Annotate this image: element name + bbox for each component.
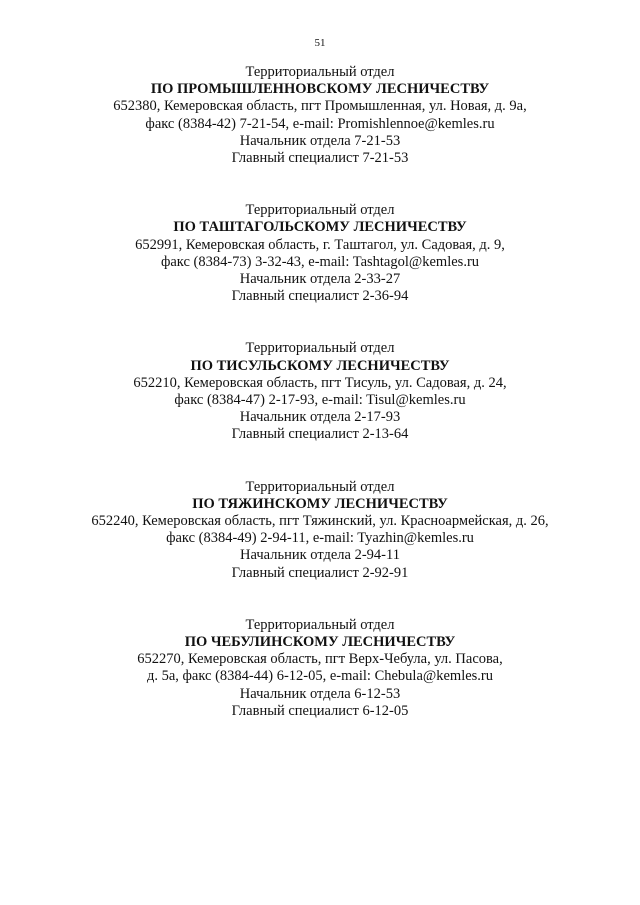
head-phone: Начальник отдела 2-94-11 xyxy=(240,547,400,564)
address-line: 652210, Кемеровская область, пгт Тисуль, ул. Садовая, д. 24, xyxy=(133,374,507,391)
department-section xyxy=(0,202,640,305)
contact-line: факс (8384-47) 2-17-93, e-mail: Tisul@kemles.ru xyxy=(174,392,466,409)
head-phone: Начальник отдела 2-17-93 xyxy=(239,409,401,426)
department-label: Территориальный отдел xyxy=(245,340,395,357)
head-phone: Начальник отдела 7-21-53 xyxy=(239,132,401,149)
specialist-phone: Главный специалист 6-12-05 xyxy=(231,702,409,719)
address-line: 652270, Кемеровская область, пгт Верх-Чебула, ул. Пасова, xyxy=(137,651,503,668)
address-line: 652240, Кемеровская область, пгт Тяжинский, ул. Красноармейская, д. 26, xyxy=(91,513,549,530)
department-heading: ПО ЧЕБУЛИНСКОМУ ЛЕСНИЧЕСТВУ xyxy=(184,634,456,651)
head-phone: Начальник отдела 6-12-53 xyxy=(239,685,401,702)
department-label: Территориальный отдел xyxy=(245,478,395,495)
department-section xyxy=(0,617,640,720)
address-line: 652991, Кемеровская область, г. Таштагол, ул. Садовая, д. 9, xyxy=(135,236,505,253)
contact-line: факс (8384-73) 3-32-43, e-mail: Tashtagol@kemles.ru xyxy=(160,253,480,270)
department-label: Территориальный отдел xyxy=(245,202,395,219)
specialist-phone: Главный специалист 2-36-94 xyxy=(231,288,409,305)
page-number: 51 xyxy=(314,37,326,49)
head-phone: Начальник отдела 2-33-27 xyxy=(239,271,401,288)
contact-line: д. 5а, факс (8384-44) 6-12-05, e-mail: Chebula@kemles.ru xyxy=(146,668,494,685)
department-label: Территориальный отдел xyxy=(245,616,395,633)
department-heading: ПО ПРОМЫШЛЕННОВСКОМУ ЛЕСНИЧЕСТВУ xyxy=(150,81,490,98)
department-heading: ПО ТАШТАГОЛЬСКОМУ ЛЕСНИЧЕСТВУ xyxy=(173,219,467,236)
department-section xyxy=(0,64,640,167)
contact-line: факс (8384-42) 7-21-54, e-mail: Promishlennoe@kemles.ru xyxy=(145,115,495,132)
specialist-phone: Главный специалист 2-13-64 xyxy=(231,426,409,443)
specialist-phone: Главный специалист 7-21-53 xyxy=(231,150,409,167)
department-heading: ПО ТЯЖИНСКОМУ ЛЕСНИЧЕСТВУ xyxy=(192,495,448,512)
contact-line: факс (8384-49) 2-94-11, e-mail: Tyazhin@kemles.ru xyxy=(166,530,474,547)
department-heading: ПО ТИСУЛЬСКОМУ ЛЕСНИЧЕСТВУ xyxy=(190,357,450,374)
department-section xyxy=(0,479,640,582)
department-label: Территориальный отдел xyxy=(245,64,395,80)
department-section xyxy=(0,340,640,443)
specialist-phone: Главный специалист 2-92-91 xyxy=(231,564,409,581)
department-list xyxy=(0,64,640,755)
address-line: 652380, Кемеровская область, пгт Промышленная, ул. Новая, д. 9а, xyxy=(113,98,527,115)
